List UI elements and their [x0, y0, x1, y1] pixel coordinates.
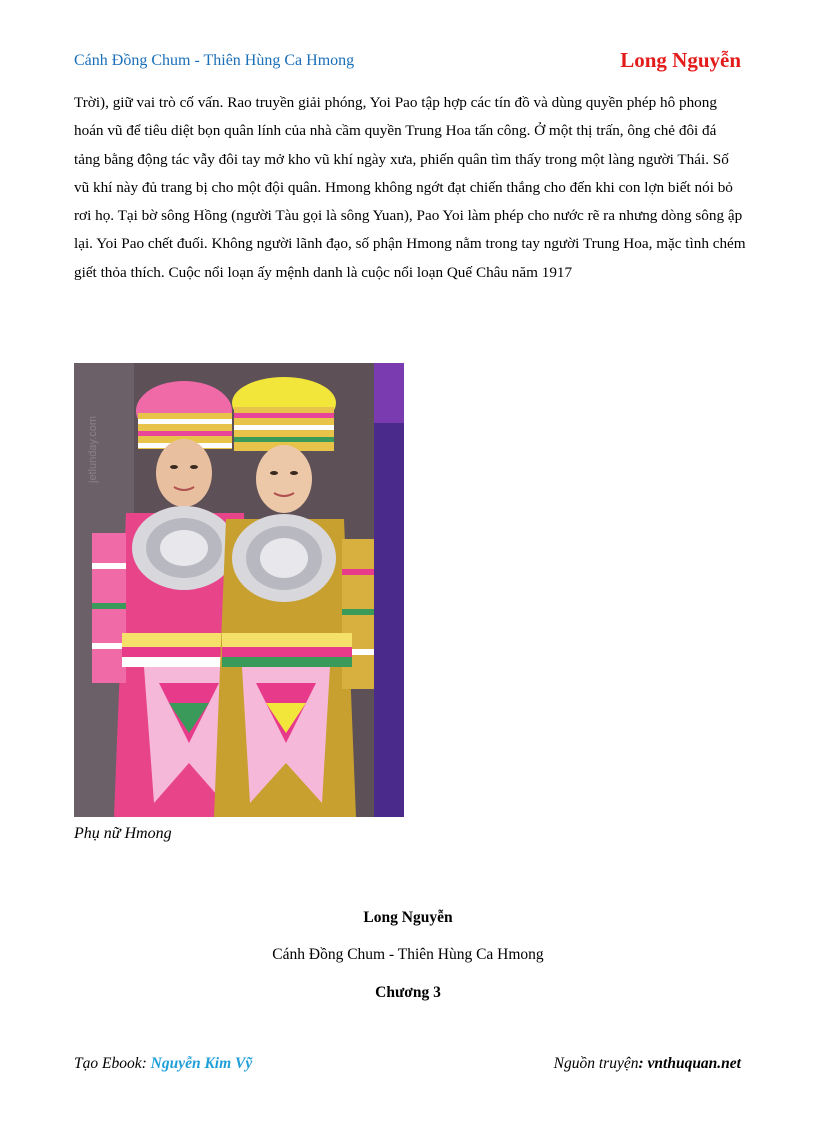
- footer-ebook-sep: :: [141, 1055, 151, 1072]
- footer-ebook-credit: [74, 1055, 252, 1073]
- footer-source-site: vnthuquan.net: [647, 1055, 741, 1072]
- footer-source-sep: :: [638, 1055, 648, 1072]
- header-author: Long Nguyễn: [620, 48, 741, 72]
- footer-ebook-label: Tạo Ebook: [74, 1055, 142, 1072]
- closing-title: Cánh Đồng Chum - Thiên Hùng Ca Hmong: [272, 946, 544, 963]
- photo-watermark: jetlunday.com: [87, 415, 99, 483]
- footer-ebook-creator: Nguyễn Kim Vỹ: [150, 1055, 253, 1072]
- footer-source: [554, 1055, 741, 1073]
- header-book-title: Cánh Đồng Chum - Thiên Hùng Ca Hmong: [74, 52, 355, 69]
- body-text: [74, 89, 746, 287]
- footer-source-label: Nguồn truyện: [553, 1055, 639, 1072]
- hmong-women-photo: [74, 363, 404, 817]
- figure-caption: Phụ nữ Hmong: [74, 825, 172, 842]
- closing-chapter: Chương 3: [375, 984, 441, 1001]
- closing-author: Long Nguyễn: [363, 909, 453, 926]
- body-paragraph: Trời), giữ vai trò cố vấn. Rao truyền giải phóng, Yoi Pao tập hợp các tín đồ và dùng quyền phép hô phong hoán vũ để tiêu diệt bọn quân lính của nhà cầm quyền Trung Hoa tấn công. Ở một thị trấn, ông chẻ đôi đá tảng bằng động tác vẫy đôi tay mở kho vũ khí ngày xưa, phiến quân tìm thấy trong một làng người Thái. Số vũ khí này đủ trang bị cho một đội quân. Hmong không ngớt đạt chiến thắng cho đến khi con lợn biết nói bỏ rơi họ. Tại bờ sông Hồng (người Tàu gọi là sông Yuan), Pao Yoi làm phép cho nước rẽ ra nhưng dòng sông ập lại. Yoi Pao chết đuối. Không người lãnh đạo, số phận Hmong nằm trong tay người Trung Hoa, mặc tình chém giết thỏa thích. Cuộc nổi loạn ấy mệnh danh là cuộc nổi loạn Quế Châu năm 1917: [74, 94, 746, 281]
